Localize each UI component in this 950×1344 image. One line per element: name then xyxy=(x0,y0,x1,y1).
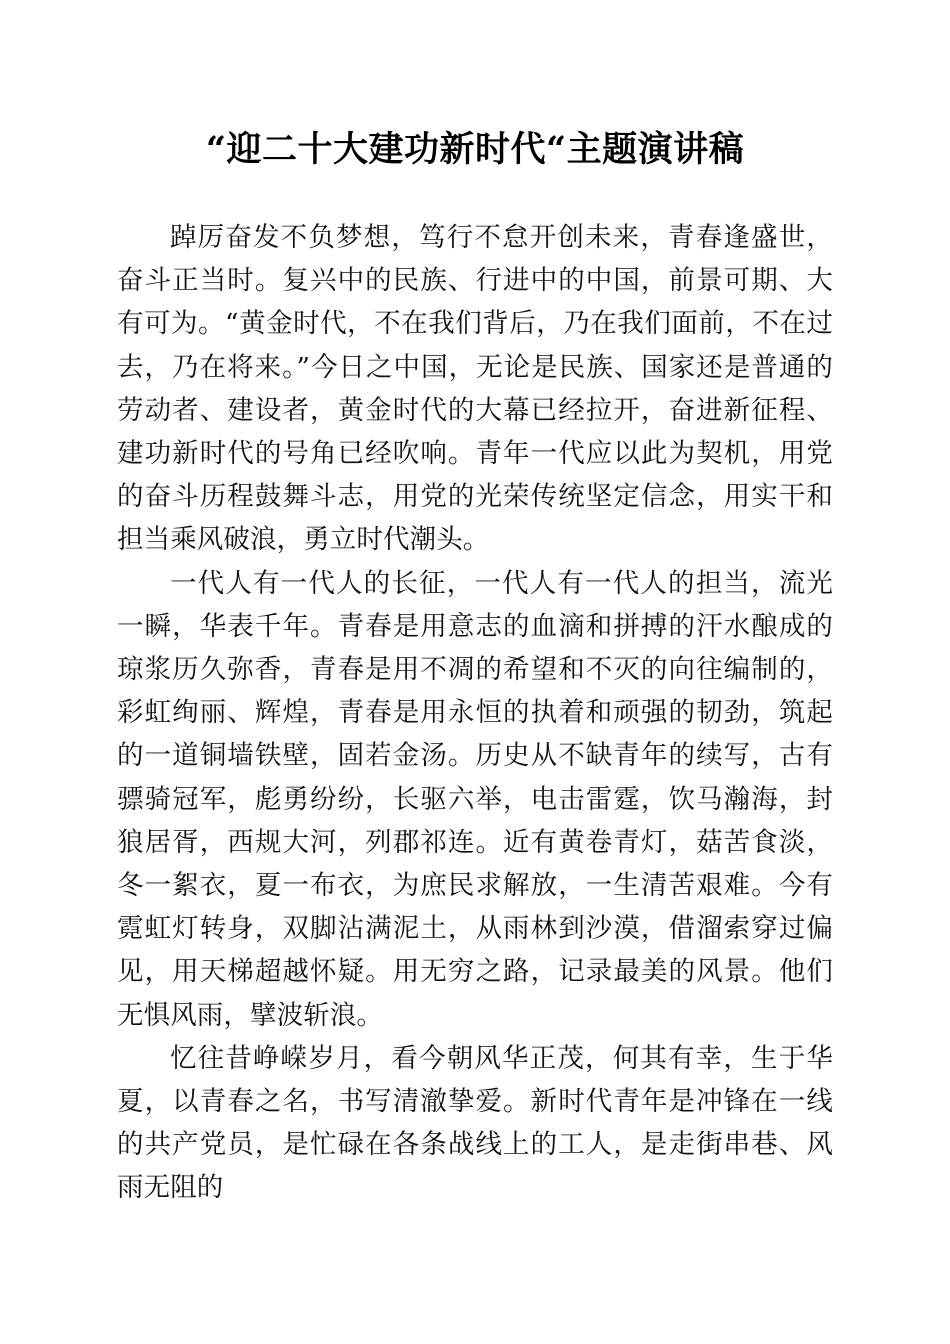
body-paragraph: 一代人有一代人的长征，一代人有一代人的担当，流光一瞬，华表千年。青春是用意志的血滴和拼搏的汗水酿成的琼浆历久弥香，青春是用不凋的希望和不灭的向往编制的，彩虹绚丽、辉煌，青春是用永恒的执着和顽强的韧劲，筑起的一道铜墙铁壁，固若金汤。历史从不缺青年的续写，古有骠骑冠军，彪勇纷纷，长驱六举，电击雷霆，饮马瀚海，封狼居胥，西规大河，列郡祁连。近有黄卷青灯，菇苦食淡，冬一絮衣，夏一布衣，为庶民求解放，一生清苦艰难。今有霓虹灯转身，双脚沾满泥土，从雨林到沙漠，借溜索穿过偏见，用天梯超越怀疑。用无穷之路，记录最美的风景。他们无惧风雨，擘波斩浪。 xyxy=(117,567,833,1031)
body-paragraph: 踔厉奋发不负梦想，笃行不怠开创未来，青春逢盛世，奋斗正当时。复兴中的民族、行进中的中国，前景可期、大有可为。“黄金时代，不在我们背后，乃在我们面前，不在过去，乃在将来。”今日之中国，无论是民族、国家还是普通的劳动者、建设者，黄金时代的大幕已经拉开，奋进新征程、建功新时代的号角已经吹响。青年一代应以此为契机，用党的奋斗历程鼓舞斗志，用党的光荣传统坚定信念，用实干和担当乘风破浪，勇立时代潮头。 xyxy=(117,222,833,556)
body-paragraph: 忆往昔峥嵘岁月，看今朝风华正茂，何其有幸，生于华夏，以青春之名，书写清澈挚爱。新时代青年是冲锋在一线的共产党员，是忙碌在各条战线上的工人，是走街串巷、风雨无阻的 xyxy=(117,1042,833,1204)
document-paragraphs xyxy=(117,216,833,1210)
document-body xyxy=(117,0,833,1210)
document-title: “迎二十大建功新时代“主题演讲稿 xyxy=(205,129,745,170)
